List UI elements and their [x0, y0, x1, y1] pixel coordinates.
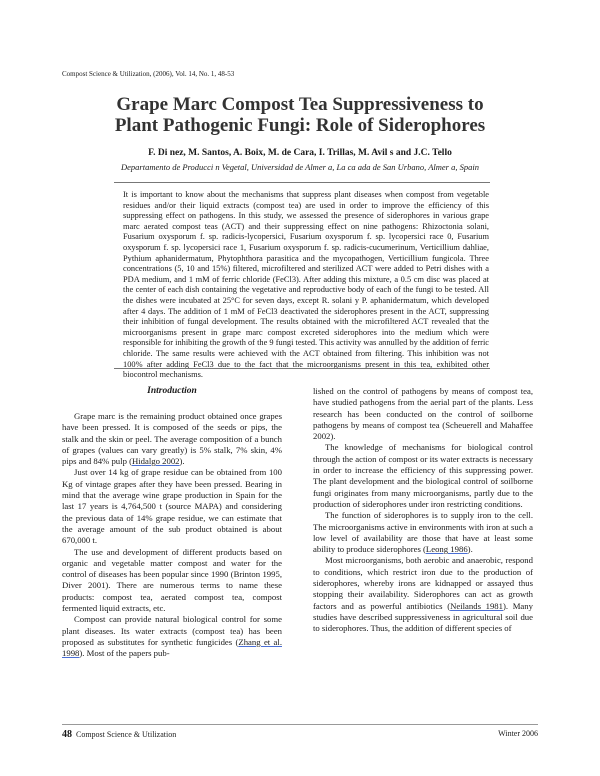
footer-rule: [62, 724, 538, 725]
author-list: F. Di nez, M. Santos, A. Boix, M. de Cara, I. Trillas, M. Avil s and J.C. Tello: [148, 148, 452, 158]
section-heading-introduction: Introduction: [147, 386, 197, 396]
abstract: It is important to know about the mechanisms that suppress plant diseases when compost from vegetable residues and/or their liquid extracts (compost tea) are used in order to improve the efficiency of this suppressing effect on pathogens. In this study, we assessed the presence of siderophores in various grape marc aerated compost teas (ACT) and their suppressing effect on nine pathogens: Rhizoctonia solani, Fusarium oxysporum f. sp. radicis-lycopersici, Fusarium oxysporum f. sp. lycopersici race 0, Fusarium oxysporum f. sp. lycopersici race 1, Fusarium oxysporum f. sp. radicis-cucumerinum, Verticillium dahliae, Pythium aphanidermatum, Phytophthora parasitica and the mycopathogen, Verticillium fungicola. Three concentrations (5, 10 and 15%) filtered, microfiltered and sterilized ACT were added to Petri dishes with a PDA medium, and 1 mM of ferric chloride (FeCl3). After adding this mixture, a 0.5 cm disc was placed at the center of each dish containing the vegetative and reproductive body of each of the fungi to be tested. All the dishes were incubated at 25°C for seven days, except R. solani y P. aphanidermatum, which developed after 4 days. The addition of 1 mM of FeCl3 deactivated the siderophores present in the ACT, suppressing their inhibition of fungal development. The results obtained with the microfiltered ACT revealed that the microorganisms present in grape marc compost excreted siderophores into the medium which were responsible for inhibiting the growth of the 9 fungi tested. This activity was annulled by the addition of ferric chloride. The same results were achieved with the ACT obtained from filtering. This inhibition was not 100% after adding FeCl3 due to the fact that the microorganisms present in this tea, exhibited other biocontrol mechanisms.: [123, 190, 489, 380]
citation-link[interactable]: Zhang et al. 1998: [62, 636, 282, 659]
footer-left: [62, 729, 176, 740]
page-number: 48: [62, 729, 72, 740]
abstract-bottom-rule: [114, 368, 490, 369]
footer-issue: Winter 2006: [498, 729, 538, 738]
journal-citation: Compost Science & Utilization, (2006), Vol. 14, No. 1, 48-53: [62, 70, 235, 78]
left-column: [62, 411, 282, 660]
paragraph: The use and development of different products based on organic and vegetable matter compost and water for the control of diseases has been popular since 1990 (Brinton 1995, Diver 2001). There are numerous terms to name these products: compost tea, aerated compost tea, compost fermented liquid extracts, etc.: [62, 546, 282, 614]
right-column: [313, 386, 533, 635]
paragraph: The function of siderophores is to supply iron to the cell. The microorganisms active in environments with iron at such a low level of availability are those that have at least some ability to produce siderophores (Leong 1986).: [313, 510, 533, 555]
title-line-1: Grape Marc Compost Tea Suppressiveness to: [116, 94, 484, 115]
citation-link[interactable]: Leong 1986: [425, 544, 468, 555]
paragraph: Just over 14 kg of grape residue can be obtained from 100 Kg of vintage grapes after they have been pressed. Bearing in mind that the average wine grape production in Spain for the last 17 years is 4,764,500 t (source MAPA) and considering the previous data of 14% grape residue, we can estimate that the average amount of the sub product obtained is about 670,000 t.: [62, 467, 282, 546]
title-line-2: Plant Pathogenic Fungi: Role of Siderophores: [114, 115, 486, 136]
citation-link[interactable]: Hidalgo 2002: [131, 456, 180, 467]
paragraph: lished on the control of pathogens by means of compost tea, have studied pathogens from the aerial part of the plants. Less research has been conducted on the control of soilborne pathogens by means of compost tea (Scheuerell and Mahaffee 2002).: [313, 386, 533, 442]
paragraph: Compost can provide natural biological control for some plant diseases. Its water extracts (compost tea) has been proposed as substitutes for synthetic fungicides (Zhang et al. 1998). Most of the papers pub-: [62, 614, 282, 659]
citation-link[interactable]: Neilands 1981: [450, 600, 503, 611]
paragraph: Most microorganisms, both aerobic and anaerobic, respond to conditions, which restrict iron due to the production of siderophores, whereby irons are kidnapped or assayed thus stopping their availability. Siderophores can act as growth factors and as powerful antibiotics (Neilands 1981). Many studies have described suppressiveness in agricultural soil due to siderophores. Thus, the addition of different species of: [313, 555, 533, 634]
footer-journal: Compost Science & Utilization: [76, 730, 177, 739]
paragraph: The knowledge of mechanisms for biological control through the action of compost or its water extracts is necessary in order to increase the efficiency of this suppressing power. The plant development and the biological control of soilborne fungi originates from many microorganisms, partly due to the production of siderophores under iron restricting conditions.: [313, 442, 533, 509]
paragraph: Grape marc is the remaining product obtained once grapes have been pressed. It is composed of the seeds or pips, the stalk and the skin or peel. The average composition of a bunch of grapes (values can vary greatly) is 5% stalk, 7% skin, 4% pips and 84% pulp (Hidalgo 2002).: [62, 411, 282, 467]
article-title: [0, 94, 600, 136]
abstract-top-rule: [114, 182, 490, 183]
affiliation: Departamento de Producci n Vegetal, Universidad de Almer a, La ca ada de San Urbano, Almer a, Spain: [121, 162, 479, 172]
